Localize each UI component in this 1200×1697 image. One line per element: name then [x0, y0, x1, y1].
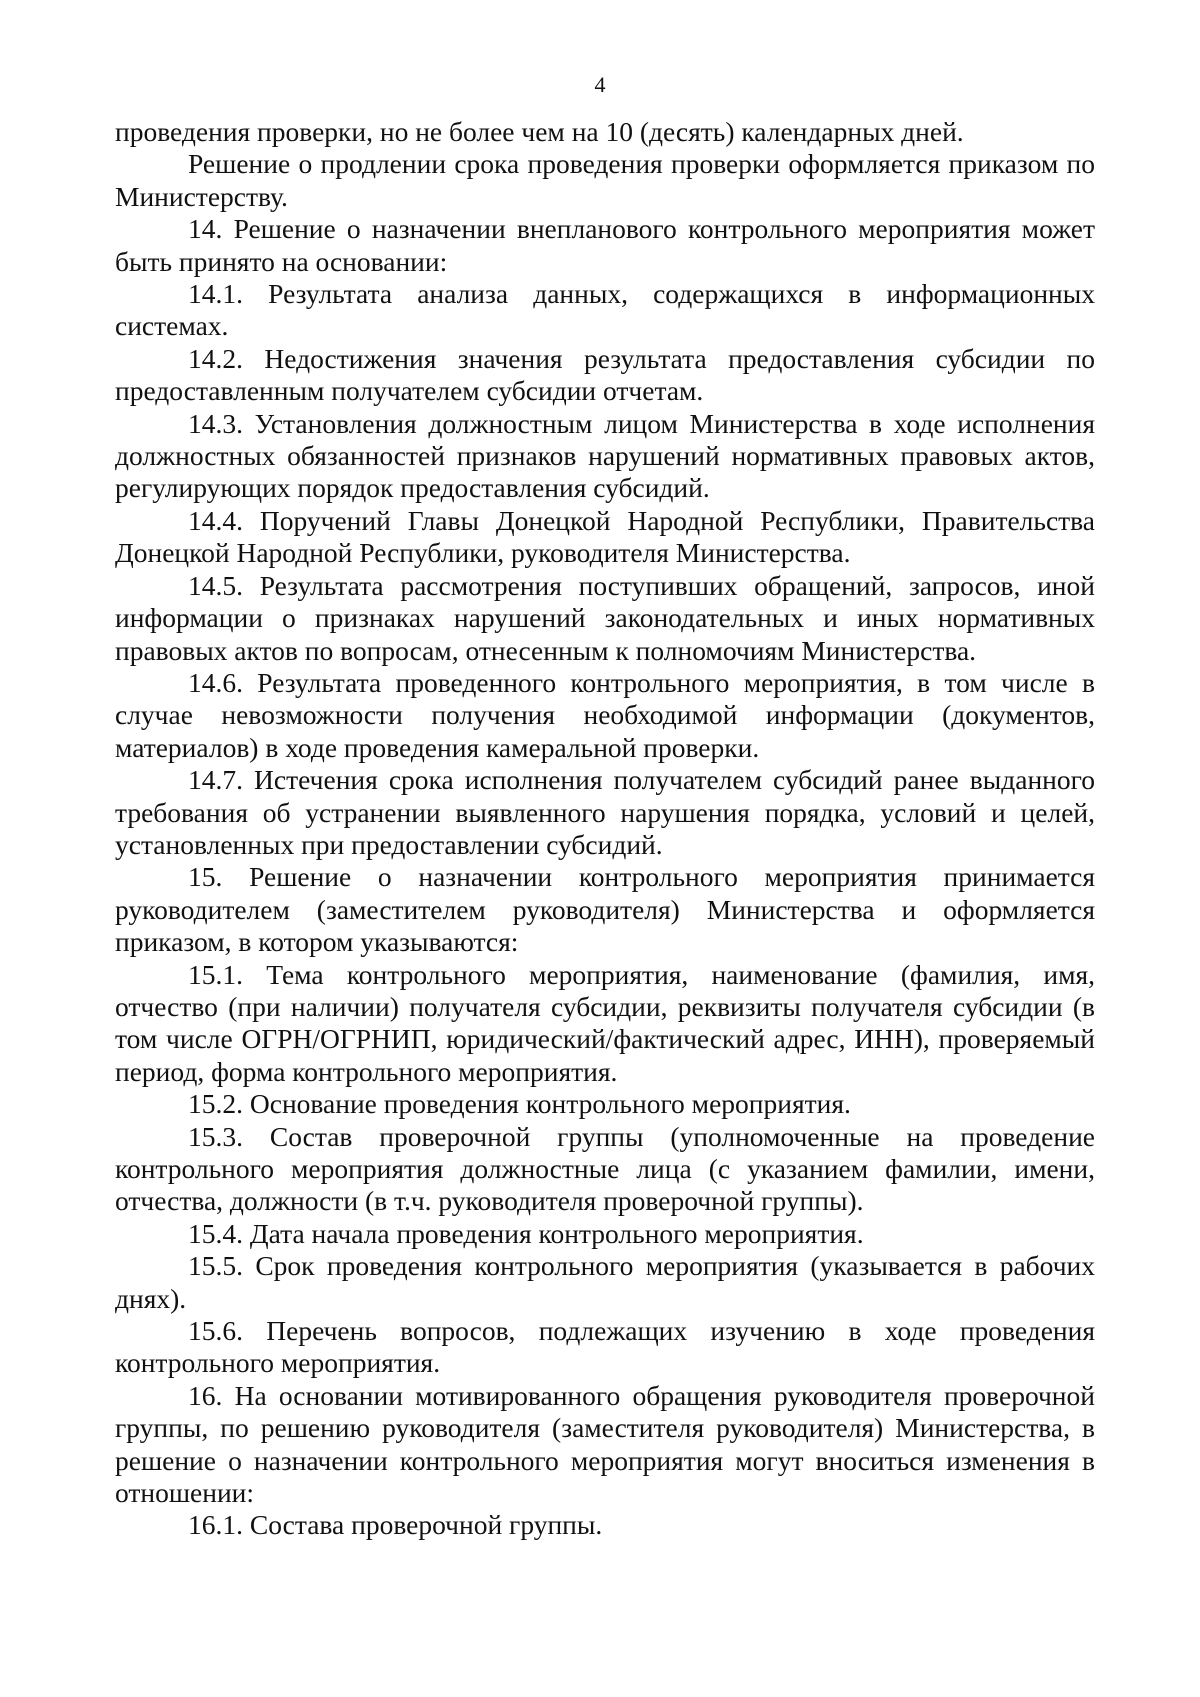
paragraph-15: 15. Решение о назначении контрольного мероприятия принимается руководителем (заместителем руководителя) Министерства и оформляется приказом, в котором указываются:: [115, 861, 1095, 958]
paragraph-15-1: 15.1. Тема контрольного мероприятия, наименование (фамилия, имя, отчество (при наличии) получателя субсидии, реквизиты получателя субсидии (в том числе ОГРН/ОГРНИП, юридический/фактический адрес, ИНН), проверяемый период, форма контрольного мероприятия.: [115, 958, 1095, 1087]
paragraph-15-3: 15.3. Состав проверочной группы (уполномоченные на проведение контрольного мероприятия должностные лица (с указанием фамилии, имени, отчества, должности (в т.ч. руководителя проверочной группы).: [115, 1120, 1095, 1217]
paragraph-14-4: 14.4. Поручений Главы Донецкой Народной Республики, Правительства Донецкой Народной Республики, руководителя Министерства.: [115, 504, 1095, 569]
paragraph-15-5: 15.5. Срок проведения контрольного мероприятия (указывается в рабочих днях).: [115, 1250, 1095, 1314]
paragraph-16: 16. На основании мотивированного обращения руководителя проверочной группы, по решению руководителя (заместителя руководителя) Министерства, в решение о назначении контрольного мероприятия могут вноситься изменения в отношении:: [115, 1379, 1095, 1509]
paragraph-extension-decision: Решение о продлении срока проведения проверки оформляется приказом по Министерству.: [115, 148, 1095, 212]
document-body: [115, 116, 1095, 1542]
paragraph-14-5: 14.5. Результата рассмотрения поступивших обращений, запросов, иной информации о признаках нарушений законодательных и иных нормативных правовых актов по вопросам, отнесенным к полномочиям Министерства.: [115, 569, 1095, 666]
paragraph-16-1: 16.1. Состава проверочной группы.: [188, 1509, 603, 1541]
paragraph-15-4: 15.4. Дата начала проведения контрольного мероприятия.: [188, 1217, 864, 1249]
paragraph-15-6: 15.6. Перечень вопросов, подлежащих изучению в ходе проведения контрольного мероприятия.: [115, 1315, 1095, 1379]
paragraph-14-6: 14.6. Результата проведенного контрольного мероприятия, в том числе в случае невозможности получения необходимой информации (документов, материалов) в ходе проведения камеральной проверки.: [115, 666, 1095, 763]
paragraph-15-2: 15.2. Основание проведения контрольного мероприятия.: [188, 1088, 851, 1120]
paragraph-14-7: 14.7. Истечения срока исполнения получателем субсидий ранее выданного требования об устранении выявленного нарушения порядка, условий и целей, установленных при предоставлении субсидий.: [115, 764, 1095, 860]
paragraph-14-1: 14.1. Результата анализа данных, содержащихся в информационных системах.: [115, 278, 1095, 342]
page-number: 4: [594, 72, 606, 97]
paragraph-continuation: проведения проверки, но не более чем на 10 (десять) календарных дней.: [115, 116, 964, 147]
paragraph-14: 14. Решение о назначении внепланового контрольного мероприятия может быть принято на основании:: [115, 213, 1095, 277]
paragraph-14-3: 14.3. Установления должностным лицом Министерства в ходе исполнения должностных обязанностей признаков нарушений нормативных правовых актов, регулирующих порядок предоставления субсидий.: [115, 407, 1095, 504]
paragraph-14-2: 14.2. Недостижения значения результата предоставления субсидии по предоставленным получателем субсидии отчетам.: [115, 342, 1095, 407]
